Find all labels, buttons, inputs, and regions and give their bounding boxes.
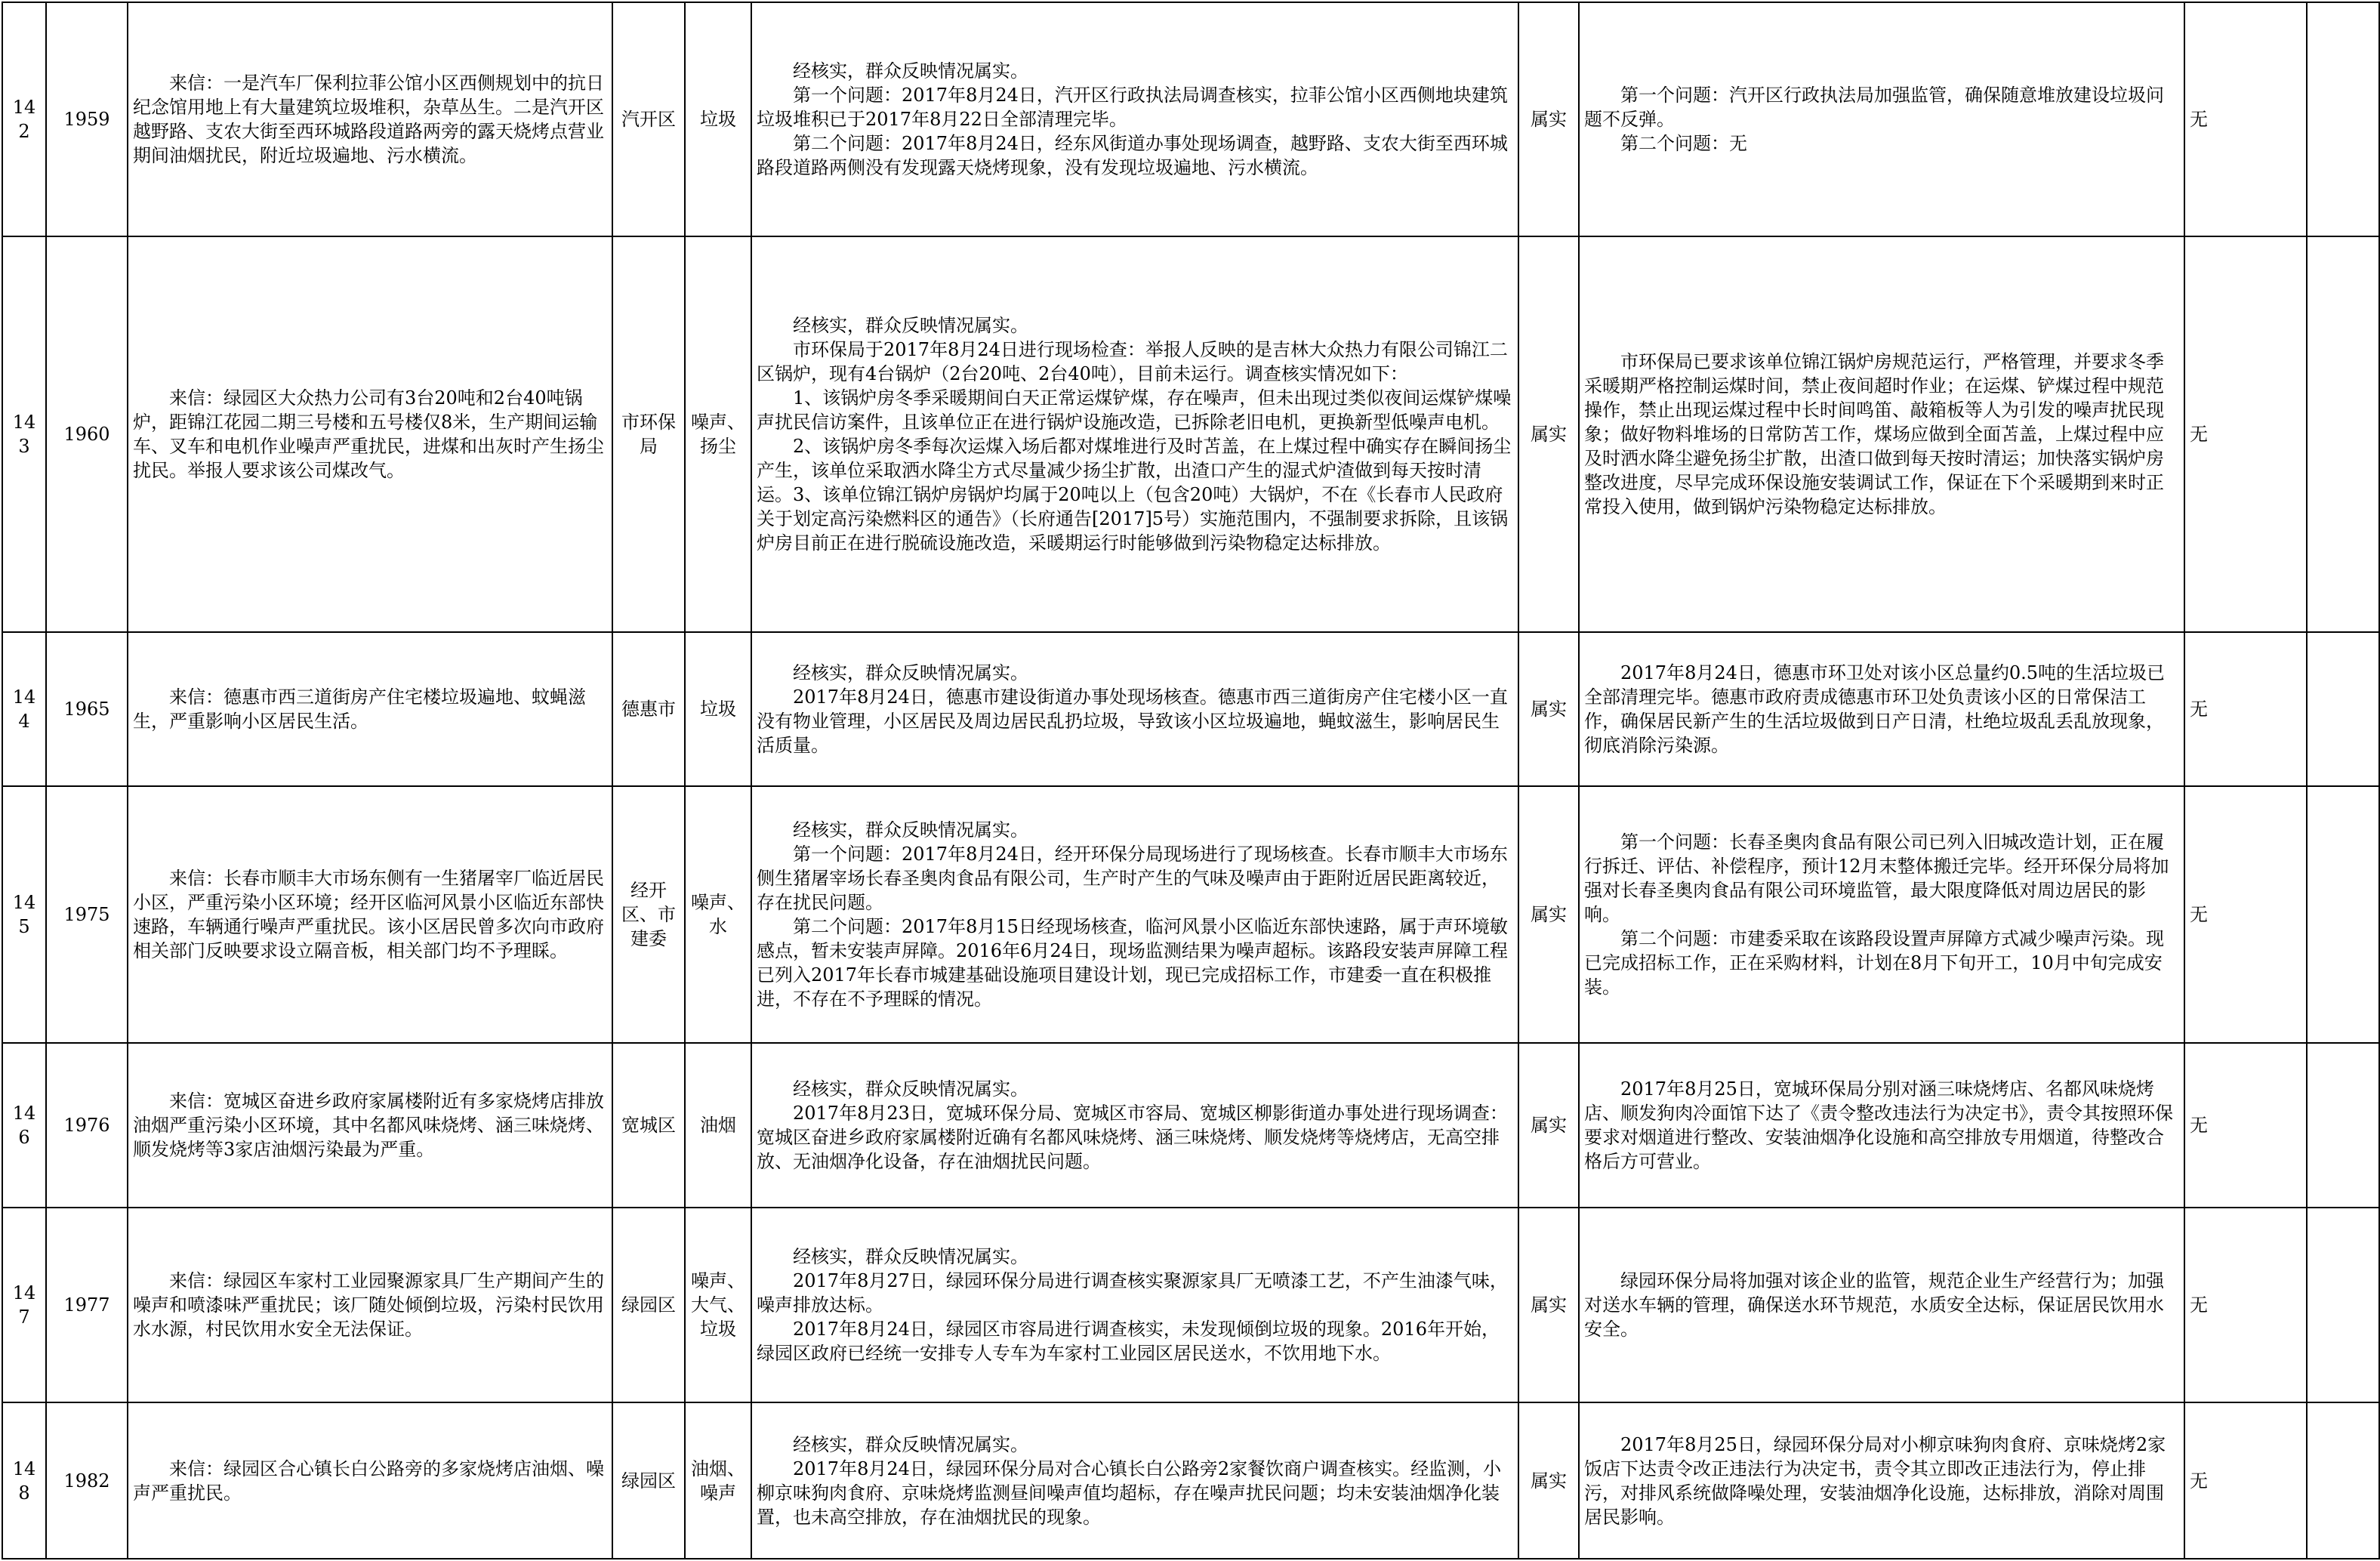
findings-cell [751, 786, 1518, 1043]
action-cell [1579, 236, 2184, 632]
complaint-cell-text: 来信：宽城区奋进乡政府家属楼附近有多家烧烤店排放油烟严重污染小区环境，其中名都风味烧烤、涵三味烧烤、顺发烧烤等3家店油烟污染最为严重。 [133, 1091, 604, 1160]
pollution-type-cell: 噪声、大气、垃圾 [685, 1208, 751, 1402]
findings-cell-paragraph: 第一个问题：2017年8月24日，经开环保分局现场进行了现场核查。长春市顺丰大市场东侧生猪屠宰场长春圣奥肉食品有限公司，生产时产生的气味及噪声由于距附近居民距离较近，存在扰民问题。 [757, 844, 1508, 913]
complaint-cell [128, 786, 612, 1043]
blank-cell [2307, 786, 2379, 1043]
row-number-cell: 145 [2, 786, 46, 1043]
verdict-cell: 属实 [1518, 236, 1579, 632]
findings-cell-paragraph: 市环保局于2017年8月24日进行现场检查：举报人反映的是吉林大众热力有限公司锦江二区锅炉，现有4台锅炉（2台20吨、2台40吨），目前未运行。调查核实情况如下： [757, 339, 1508, 384]
case-code-cell: 1975 [46, 786, 128, 1043]
table-row [2, 1402, 2379, 1559]
table-row [2, 236, 2379, 632]
pollution-type-cell: 油烟 [685, 1043, 751, 1208]
findings-cell-paragraph: 经核实，群众反映情况属实。 [793, 1246, 1028, 1267]
case-code-cell: 1965 [46, 632, 128, 786]
findings-cell-paragraph: 经核实，群众反映情况属实。 [793, 819, 1028, 841]
note-cell: 无 [2184, 236, 2307, 632]
findings-cell [751, 1208, 1518, 1402]
action-cell-paragraph: 2017年8月25日，宽城环保局分别对涵三味烧烤店、名都风味烧烤店、顺发狗肉冷面馆下达了《责令整改违法行为决定书》，责令其按照环保要求对烟道进行整改、安装油烟净化设施和高空排放专用烟道，待整改合格后方可营业。 [1584, 1078, 2173, 1172]
responsible-unit-cell: 宽城区 [612, 1043, 685, 1208]
findings-cell [751, 632, 1518, 786]
complaint-cell-text: 来信：一是汽车厂保利拉菲公馆小区西侧规划中的抗日纪念馆用地上有大量建筑垃圾堆积，杂草丛生。二是汽开区越野路、支农大街至西环城路段道路两旁的露天烧烤点营业期间油烟扰民，附近垃圾遍地、污水横流。 [133, 72, 604, 166]
findings-cell-paragraph: 经核实，群众反映情况属实。 [793, 315, 1028, 336]
blank-cell [2307, 1043, 2379, 1208]
responsible-unit-cell: 经开区、市建委 [612, 786, 685, 1043]
table-row [2, 632, 2379, 786]
note-cell: 无 [2184, 1043, 2307, 1208]
table-body [2, 2, 2379, 1559]
verdict-cell: 属实 [1518, 632, 1579, 786]
responsible-unit-cell: 汽开区 [612, 2, 685, 236]
action-cell [1579, 1043, 2184, 1208]
note-cell: 无 [2184, 786, 2307, 1043]
findings-cell-paragraph: 第一个问题：2017年8月24日，汽开区行政执法局调查核实，拉菲公馆小区西侧地块建筑垃圾堆积已于2017年8月22日全部清理完毕。 [757, 85, 1508, 130]
complaint-cell [128, 2, 612, 236]
case-code-cell: 1977 [46, 1208, 128, 1402]
complaint-cell-text: 来信：绿园区大众热力公司有3台20吨和2台40吨锅炉，距锦江花园二期三号楼和五号楼仅8米，生产期间运输车、叉车和电机作业噪声严重扰民，进煤和出灰时产生扬尘扰民。举报人要求该公司煤改气。 [133, 387, 604, 481]
action-cell-paragraph: 第二个问题：无 [1620, 133, 1747, 154]
complaint-cell-text: 来信：长春市顺丰大市场东侧有一生猪屠宰厂临近居民小区，严重污染小区环境；经开区临河风景小区临近东部快速路，车辆通行噪声严重扰民。该小区居民曾多次向市政府相关部门反映要求设立隔音板，相关部门均不予理睬。 [133, 868, 604, 961]
findings-cell-paragraph: 经核实，群众反映情况属实。 [793, 1078, 1028, 1100]
findings-cell [751, 1043, 1518, 1208]
complaint-cell-text: 来信：绿园区合心镇长白公路旁的多家烧烤店油烟、噪声严重扰民。 [133, 1458, 604, 1504]
action-cell [1579, 1208, 2184, 1402]
verdict-cell: 属实 [1518, 1043, 1579, 1208]
action-cell-paragraph: 第一个问题：长春圣奥肉食品有限公司已列入旧城改造计划，正在履行拆迁、评估、补偿程序，预计12月末整体搬迁完毕。经开环保分局将加强对长春圣奥肉食品有限公司环境监管，最大限度降低对周边居民的影响。 [1584, 831, 2169, 925]
findings-cell-paragraph: 2、该锅炉房冬季每次运煤入场后都对煤堆进行及时苫盖，在上煤过程中确实存在瞬间扬尘产生，该单位采取洒水降尘方式尽量减少扬尘扩散，出渣口产生的湿式炉渣做到每天按时清运。3、该单位锦江锅炉房锅炉均属于20吨以上（包含20吨）大锅炉，不在《长春市人民政府关于划定高污染燃料区的通告》（长府通告[2017]5号）实施范围内，不强制要求拆除，且该锅炉房目前正在进行脱硫设施改造，采暖期运行时能够做到污染物稳定达标排放。 [757, 436, 1512, 554]
case-code-cell: 1960 [46, 236, 128, 632]
complaint-table [2, 2, 2380, 1559]
case-code-cell: 1982 [46, 1402, 128, 1559]
findings-cell-paragraph: 2017年8月24日，绿园区市容局进行调查核实，未发现倾倒垃圾的现象。2016年开始，绿园区政府已经统一安排专人专车为车家村工业园区居民送水，不饮用地下水。 [757, 1319, 1500, 1364]
findings-cell-paragraph: 经核实，群众反映情况属实。 [793, 1433, 1028, 1455]
table-row [2, 786, 2379, 1043]
blank-cell [2307, 236, 2379, 632]
action-cell-paragraph: 第二个问题：市建委采取在该路段设置声屏障方式减少噪声污染。现已完成招标工作，正在采购材料，计划在8月下旬开工，10月中旬完成安装。 [1584, 928, 2164, 998]
responsible-unit-cell: 绿园区 [612, 1402, 685, 1559]
table-row [2, 1043, 2379, 1208]
row-number-cell: 148 [2, 1402, 46, 1559]
verdict-cell: 属实 [1518, 786, 1579, 1043]
complaint-cell [128, 632, 612, 786]
row-number-cell: 147 [2, 1208, 46, 1402]
action-cell-paragraph: 第一个问题：汽开区行政执法局加强监管，确保随意堆放建设垃圾问题不反弹。 [1584, 85, 2164, 130]
case-code-cell: 1959 [46, 2, 128, 236]
row-number-cell: 144 [2, 632, 46, 786]
note-cell: 无 [2184, 1208, 2307, 1402]
findings-cell-paragraph: 1、该锅炉房冬季采暖期间白天正常运煤铲煤，存在噪声，但未出现过类似夜间运煤铲煤噪声扰民信访案件，且该单位正在进行锅炉设施改造，已拆除老旧电机，更换新型低噪声电机。 [757, 387, 1512, 433]
blank-cell [2307, 1208, 2379, 1402]
row-number-cell: 146 [2, 1043, 46, 1208]
action-cell [1579, 2, 2184, 236]
verdict-cell: 属实 [1518, 2, 1579, 236]
findings-cell-paragraph: 2017年8月24日，绿园环保分局对合心镇长白公路旁2家餐饮商户调查核实。经监测，小柳京味狗肉食府、京味烧烤监测昼间噪声值均超标，存在噪声扰民问题；均未安装油烟净化装置，也未高空排放，存在油烟扰民的现象。 [757, 1458, 1502, 1528]
pollution-type-cell: 垃圾 [685, 2, 751, 236]
findings-cell [751, 1402, 1518, 1559]
table-row [2, 1208, 2379, 1402]
pollution-type-cell: 垃圾 [685, 632, 751, 786]
complaint-cell-text: 来信：德惠市西三道街房产住宅楼垃圾遍地、蚊蝇滋生，严重影响小区居民生活。 [133, 686, 586, 732]
complaint-cell [128, 1402, 612, 1559]
action-cell-paragraph: 2017年8月25日，绿园环保分局对小柳京味狗肉食府、京味烧烤2家饭店下达责令改正违法行为决定书，责令其立即改正违法行为，停止排污，对排风系统做降噪处理，安装油烟净化设施，达标排放，消除对周围居民影响。 [1584, 1433, 2166, 1528]
complaint-cell [128, 1208, 612, 1402]
findings-cell [751, 2, 1518, 236]
findings-cell [751, 236, 1518, 632]
action-cell-paragraph: 市环保局已要求该单位锦江锅炉房规范运行，严格管理，并要求冬季采暖期严格控制运煤时间，禁止夜间超时作业；在运煤、铲煤过程中规范操作，禁止出现运煤过程中长时间鸣笛、敲箱板等人为引发的噪声扰民现象；做好物料堆场的日常防苫工作，煤场应做到全面苫盖，上煤过程中应及时洒水降尘避免扬尘扩散，出渣口做到每天按时清运；加快落实锅炉房整改进度，尽早完成环保设施安装调试工作，保证在下个采暖期到来时正常投入使用，做到锅炉污染物稳定达标排放。 [1584, 351, 2164, 517]
responsible-unit-cell: 绿园区 [612, 1208, 685, 1402]
row-number-cell: 143 [2, 236, 46, 632]
table-row [2, 2, 2379, 236]
action-cell-paragraph: 2017年8月24日，德惠市环卫处对该小区总量约0.5吨的生活垃圾已全部清理完毕。德惠市政府责成德惠市环卫处负责该小区的日常保洁工作，确保居民新产生的生活垃圾做到日产日清，杜绝垃圾乱丢乱放现象，彻底消除污染源。 [1584, 662, 2166, 756]
complaint-cell-text: 来信：绿园区车家村工业园聚源家具厂生产期间产生的噪声和喷漆味严重扰民；该厂随处倾倒垃圾，污染村民饮用水水源，村民饮用水安全无法保证。 [133, 1270, 604, 1340]
findings-cell-paragraph: 经核实，群众反映情况属实。 [793, 60, 1028, 82]
row-number-cell: 142 [2, 2, 46, 236]
pollution-type-cell: 噪声、扬尘 [685, 236, 751, 632]
findings-cell-paragraph: 经核实，群众反映情况属实。 [793, 662, 1028, 683]
complaint-cell [128, 1043, 612, 1208]
note-cell: 无 [2184, 2, 2307, 236]
pollution-type-cell: 油烟、噪声 [685, 1402, 751, 1559]
findings-cell-paragraph: 2017年8月24日，德惠市建设街道办事处现场核查。德惠市西三道街房产住宅楼小区一直没有物业管理，小区居民及周边居民乱扔垃圾，导致该小区垃圾遍地，蝇蚊滋生，影响居民生活质量。 [757, 686, 1508, 756]
findings-cell-paragraph: 2017年8月27日，绿园环保分局进行调查核实聚源家具厂无喷漆工艺，不产生油漆气味，噪声排放达标。 [757, 1270, 1508, 1316]
responsible-unit-cell: 市环保局 [612, 236, 685, 632]
action-cell [1579, 632, 2184, 786]
findings-cell-paragraph: 2017年8月23日，宽城环保分局、宽城区市容局、宽城区柳影街道办事处进行现场调查：宽城区奋进乡政府家属楼附近确有名都风味烧烤、涵三味烧烤、顺发烧烤等烧烤店，无高空排放、无油烟净化设备，存在油烟扰民问题。 [757, 1103, 1508, 1172]
complaint-cell [128, 236, 612, 632]
blank-cell [2307, 1402, 2379, 1559]
action-cell-paragraph: 绿园环保分局将加强对该企业的监管，规范企业生产经营行为；加强对送水车辆的管理，确保送水环节规范，水质安全达标，保证居民饮用水安全。 [1584, 1270, 2164, 1340]
action-cell [1579, 786, 2184, 1043]
findings-cell-paragraph: 第二个问题：2017年8月15日经现场核查，临河风景小区临近东部快速路，属于声环境敏感点，暂未安装声屏障。2016年6月24日，现场监测结果为噪声超标。该路段安装声屏障工程已列入2017年长春市城建基础设施项目建设计划，现已完成招标工作，市建委一直在积极推进，不存在不予理睬的情况。 [757, 916, 1508, 1010]
note-cell: 无 [2184, 632, 2307, 786]
pollution-type-cell: 噪声、水 [685, 786, 751, 1043]
blank-cell [2307, 2, 2379, 236]
blank-cell [2307, 632, 2379, 786]
note-cell: 无 [2184, 1402, 2307, 1559]
verdict-cell: 属实 [1518, 1208, 1579, 1402]
verdict-cell: 属实 [1518, 1402, 1579, 1559]
action-cell [1579, 1402, 2184, 1559]
responsible-unit-cell: 德惠市 [612, 632, 685, 786]
case-code-cell: 1976 [46, 1043, 128, 1208]
findings-cell-paragraph: 第二个问题：2017年8月24日，经东风街道办事处现场调查，越野路、支农大街至西环城路段道路两侧没有发现露天烧烤现象，没有发现垃圾遍地、污水横流。 [757, 133, 1508, 178]
